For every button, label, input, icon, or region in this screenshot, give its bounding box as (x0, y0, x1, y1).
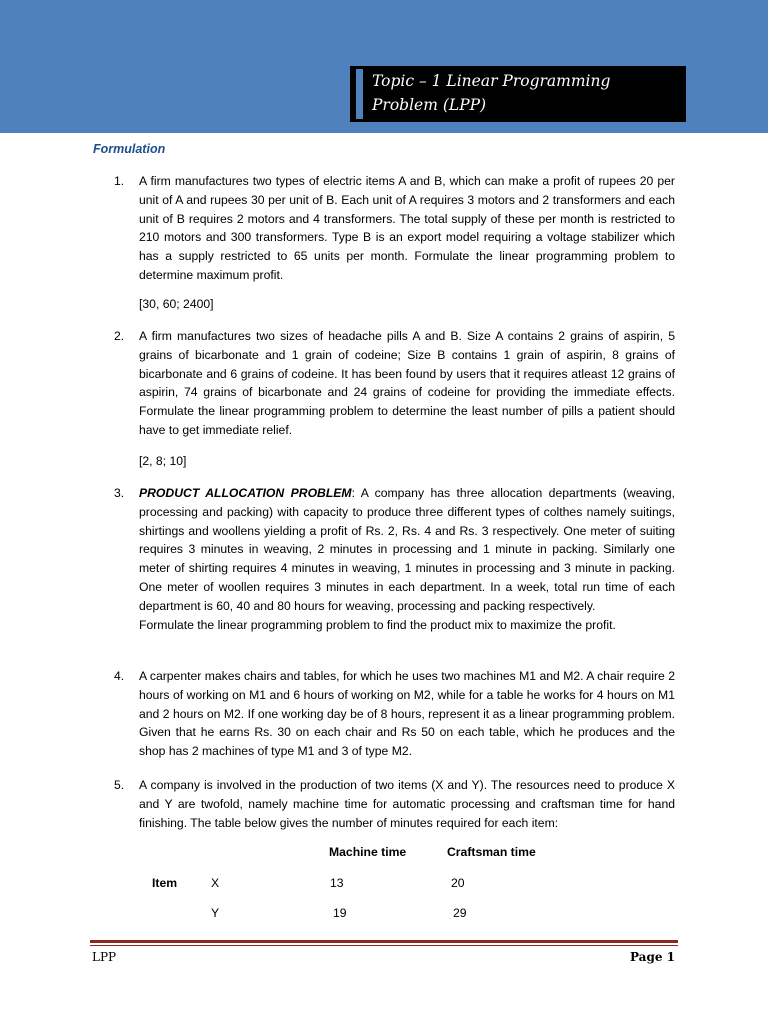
problem-4 (114, 667, 675, 761)
topic-title-box (350, 66, 686, 122)
problem-text-part: : A company has three allocation departments (weaving, processing and packing) with capacity to produce three different types of colthes namely suitings, shirtings and woollens yielding a profit of Rs. 2, Rs. 4 and Rs. 3 respectively. One meter of suiting requires 3 minutes in weaving, 2 minutes in processing and 1 minute in packing. Similarly one meter of shirting requires 4 minutes in weaving, 1 minutes in processing and 3 minute in packing. One meter of woollen requires 3 minutes in each department. In a week, total run time of each department is 60, 40 and 80 hours for weaving, processing and packing respectively. (139, 486, 675, 613)
table-craftsman-value: 29 (453, 906, 467, 920)
problem-text: A firm manufactures two sizes of headache pills A and B. Size A contains 2 grains of aspirin, 5 grains of bicarbonate and 1 grain of codeine; Size B contains 1 grain of aspirin, 8 grains of bicarbonate and 6 grains of codeine. It has been found by users that it requires atleast 12 grains of aspirin, 74 grains of bicarbonate and 24 grains of codeine for providing the immediate effects. Formulate the linear programming problem to determine the least number of pills a patient should have to get immediate relief. (139, 329, 675, 437)
footer-rule-thin (90, 945, 678, 946)
table-header-craftsman: Craftsman time (447, 845, 536, 859)
problem-text: A company is involved in the production of two items (X and Y). The resources need to produce X and Y are twofold, namely machine time for automatic processing and craftsman time for hand finishing. The table below gives the number of minutes required for each item: (139, 778, 675, 830)
problem-number: 4. (114, 669, 125, 683)
page-number: Page 1 (629, 950, 675, 964)
problem-1-answer: [30, 60; 2400] (139, 297, 214, 311)
problem-number: 5. (114, 778, 125, 792)
topic-title: Topic – 1 Linear Programming Problem (LPP) (372, 72, 611, 114)
table-header-machine: Machine time (329, 845, 407, 859)
problem-number: 3. (114, 486, 125, 500)
footer-rule (90, 940, 678, 943)
problem-instruction: Formulate the linear programming problem to find the product mix to maximize the profit. (139, 617, 616, 632)
section-heading: Formulation (93, 142, 166, 156)
title-accent-bar (356, 69, 363, 119)
table-machine-value: 19 (333, 906, 347, 920)
problem-number: 1. (114, 174, 125, 188)
problem-5 (114, 776, 675, 832)
table-machine-value: 13 (330, 876, 344, 890)
problem-2-answer: [2, 8; 10] (139, 454, 187, 468)
table-item: X (211, 876, 220, 890)
problem-text (139, 484, 675, 634)
table-craftsman-value: 20 (451, 876, 465, 890)
problem-text: A carpenter makes chairs and tables, for which he uses two machines M1 and M2. A chair require 2 hours of working on M1 and 6 hours of working on M2, while for a table he works for 4 hours on M1 and 2 hours on M2. If one working day be of 8 hours, represent it as a linear programming problem. Given that he earns Rs. 30 on each chair and Rs 50 on each table, which he produces and the shop has 2 machines of type M1 and 3 of type M2. (139, 669, 675, 759)
problem-number: 2. (114, 329, 125, 343)
table-item: Y (211, 906, 220, 920)
table-row-label: Item (152, 876, 178, 890)
footer-doc-label: LPP (92, 950, 117, 964)
problem-2 (114, 327, 675, 440)
problem-lead: PRODUCT ALLOCATION PROBLEM (139, 486, 352, 500)
problem-1 (114, 172, 675, 285)
problem-3 (114, 484, 675, 634)
problem-text: A firm manufactures two types of electric items A and B, which can make a profit of rupees 20 per unit of A and rupees 30 per unit of B. Each unit of A requires 3 motors and 2 transformers and each unit of B requires 2 motors and 4 transformers. The total supply of these per month is restricted to 210 motors and 300 transformers. Type B is an export model requiring a voltage stabilizer which has a supply restricted to 65 units per month. Formulate the linear programming problem to determine maximum profit. (139, 174, 675, 282)
